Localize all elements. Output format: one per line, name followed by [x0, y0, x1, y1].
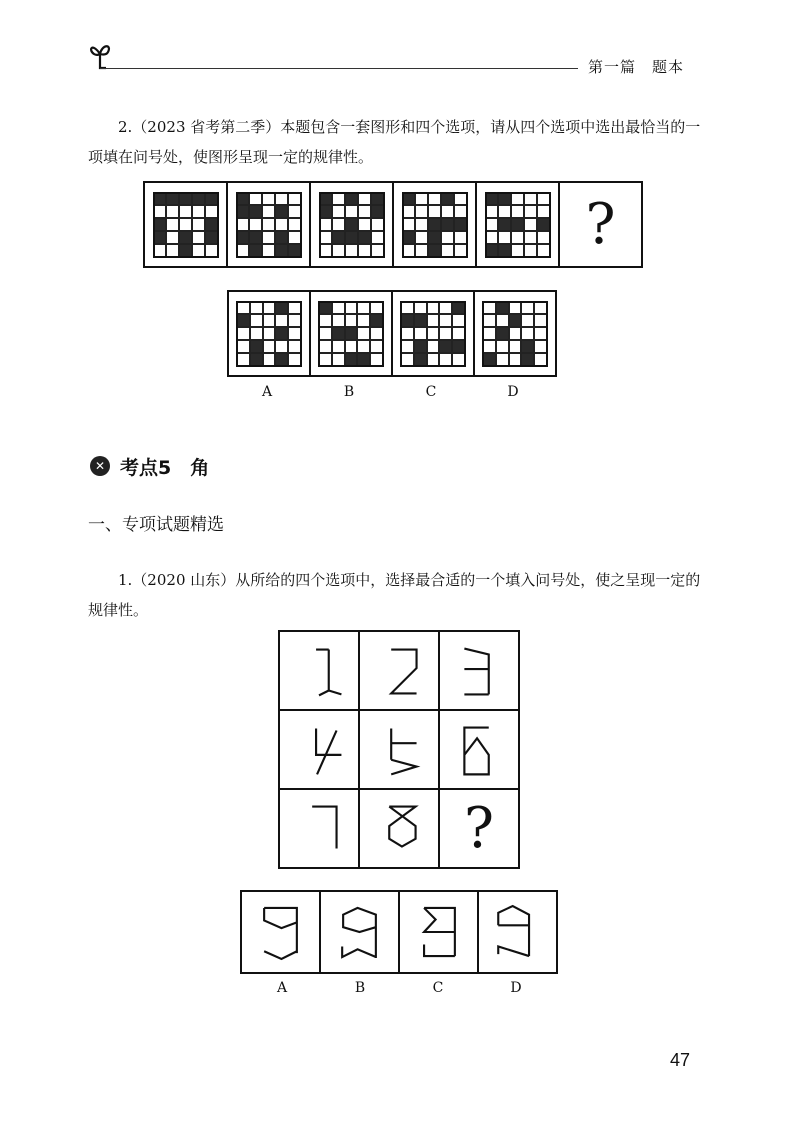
grid-square	[264, 341, 275, 352]
grid-square	[440, 354, 451, 365]
grid-square	[155, 194, 166, 205]
line-figure-3	[440, 631, 518, 711]
grid-square	[238, 303, 249, 314]
grid-square	[167, 245, 178, 256]
grid-square	[416, 219, 427, 230]
grid-square	[193, 194, 204, 205]
option-figure	[400, 892, 477, 972]
grid-square	[440, 341, 451, 352]
option-label: B	[354, 980, 366, 996]
grid-square	[289, 354, 300, 365]
grid-square	[538, 219, 549, 230]
grid-square	[358, 328, 369, 339]
grid-square	[321, 232, 332, 243]
grid-square	[416, 206, 427, 217]
grid-square	[180, 194, 191, 205]
grid-square	[289, 341, 300, 352]
line-figure-7	[280, 789, 358, 869]
grid-square	[429, 206, 440, 217]
grid-square	[525, 232, 536, 243]
option-label: D	[510, 980, 522, 996]
grid-square	[346, 232, 357, 243]
grid-square	[320, 354, 331, 365]
grid-square	[155, 206, 166, 217]
grid-square	[320, 341, 331, 352]
figure-cell	[228, 183, 311, 266]
grid-square	[453, 341, 464, 352]
option-label: A	[276, 980, 288, 996]
grid-square	[453, 328, 464, 339]
grid-square	[346, 354, 357, 365]
grid-square	[346, 194, 357, 205]
grid-square	[484, 328, 495, 339]
question-1-options-row	[240, 890, 558, 974]
grid-square	[512, 219, 523, 230]
grid-square	[251, 328, 262, 339]
grid-square	[155, 232, 166, 243]
grid-square	[276, 232, 287, 243]
grid-square	[264, 354, 275, 365]
grid-square	[510, 354, 521, 365]
option-figure	[321, 892, 398, 972]
grid-square	[155, 219, 166, 230]
grid-square	[251, 303, 262, 314]
grid-square	[510, 315, 521, 326]
grid-square	[535, 354, 546, 365]
target-icon: ✕	[90, 456, 110, 476]
pattern-grid	[318, 301, 384, 367]
grid-square	[263, 245, 274, 256]
page-number: 47	[670, 1050, 691, 1070]
grid-square	[499, 206, 510, 217]
grid-square	[429, 245, 440, 256]
figure-cell	[394, 183, 477, 266]
grid-square	[522, 341, 533, 352]
grid-square	[289, 232, 300, 243]
grid-square	[180, 232, 191, 243]
grid-square	[346, 303, 357, 314]
grid-square	[372, 232, 383, 243]
grid-square	[289, 219, 300, 230]
grid-square	[333, 232, 344, 243]
pattern-grid	[236, 192, 302, 258]
grid-square	[416, 232, 427, 243]
line-figure-2	[360, 631, 438, 711]
option-a[interactable]	[242, 892, 321, 972]
grid-square	[522, 303, 533, 314]
grid-square	[404, 206, 415, 217]
grid-square	[499, 194, 510, 205]
grid-square	[238, 232, 249, 243]
grid-square	[525, 219, 536, 230]
grid-square	[499, 232, 510, 243]
figure-cell	[311, 183, 394, 266]
grid-square	[455, 206, 466, 217]
grid-square	[167, 219, 178, 230]
option-d[interactable]	[475, 292, 555, 375]
grid-square	[321, 206, 332, 217]
grid-square	[333, 354, 344, 365]
grid-square	[193, 232, 204, 243]
grid-square	[321, 194, 332, 205]
question-2-text: 2.（2023 省考第二季）本题包含一套图形和四个选项，请从四个选项中选出最恰当的一项填在问号处，使图形呈现一定的规律性。	[88, 118, 701, 166]
grid-square	[510, 328, 521, 339]
grid-square	[250, 206, 261, 217]
section-title: 考点5 角	[120, 457, 210, 479]
grid-square	[428, 303, 439, 314]
grid-square	[333, 194, 344, 205]
grid-square	[320, 328, 331, 339]
grid-square	[276, 206, 287, 217]
grid-square	[429, 232, 440, 243]
figure-cell	[440, 711, 518, 788]
figure-cell	[280, 632, 358, 709]
grid-square	[167, 194, 178, 205]
grid-square	[346, 328, 357, 339]
grid-square	[522, 328, 533, 339]
grid-square	[372, 194, 383, 205]
grid-square	[264, 315, 275, 326]
question-1-figure-grid	[278, 630, 520, 869]
grid-square	[333, 219, 344, 230]
grid-square	[358, 354, 369, 365]
grid-square	[429, 219, 440, 230]
grid-square	[276, 315, 287, 326]
grid-square	[453, 303, 464, 314]
grid-square	[453, 315, 464, 326]
grid-square	[497, 303, 508, 314]
grid-square	[206, 232, 217, 243]
grid-square	[402, 303, 413, 314]
option-a[interactable]	[229, 292, 311, 375]
grid-square	[238, 328, 249, 339]
grid-square	[321, 245, 332, 256]
option-label: D	[507, 384, 519, 400]
grid-square	[404, 232, 415, 243]
grid-square	[289, 194, 300, 205]
header-rule	[100, 68, 578, 69]
pattern-grid	[485, 192, 551, 258]
grid-square	[193, 245, 204, 256]
grid-square	[346, 341, 357, 352]
grid-square	[535, 328, 546, 339]
grid-square	[346, 219, 357, 230]
grid-square	[359, 245, 370, 256]
grid-square	[206, 219, 217, 230]
grid-square	[371, 354, 382, 365]
grid-square	[415, 303, 426, 314]
grid-square	[535, 315, 546, 326]
grid-square	[333, 303, 344, 314]
grid-square	[206, 194, 217, 205]
grid-square	[428, 315, 439, 326]
question-mark: ?	[463, 796, 495, 861]
grid-square	[276, 341, 287, 352]
grid-square	[522, 315, 533, 326]
grid-square	[415, 354, 426, 365]
grid-square	[484, 315, 495, 326]
grid-square	[497, 328, 508, 339]
option-label: C	[425, 384, 437, 400]
grid-square	[415, 328, 426, 339]
grid-square	[289, 245, 300, 256]
grid-square	[180, 219, 191, 230]
grid-square	[487, 219, 498, 230]
grid-square	[289, 303, 300, 314]
grid-square	[522, 354, 533, 365]
grid-square	[402, 354, 413, 365]
figure-cell	[280, 790, 358, 867]
grid-square	[512, 232, 523, 243]
line-figure-4	[280, 710, 358, 790]
option-b[interactable]	[311, 292, 393, 375]
grid-square	[428, 341, 439, 352]
question-mark-cell	[440, 790, 518, 867]
grid-square	[263, 206, 274, 217]
pattern-grid	[482, 301, 548, 367]
grid-square	[359, 206, 370, 217]
grid-square	[276, 328, 287, 339]
grid-square	[346, 245, 357, 256]
grid-square	[404, 245, 415, 256]
grid-square	[333, 206, 344, 217]
grid-square	[346, 315, 357, 326]
section-subtitle: 一、专项试题精选	[88, 515, 224, 535]
figure-cell	[477, 183, 560, 266]
grid-square	[238, 194, 249, 205]
grid-square	[512, 206, 523, 217]
question-2-option-labels	[227, 384, 559, 400]
grid-square	[276, 245, 287, 256]
grid-square	[180, 206, 191, 217]
grid-square	[402, 341, 413, 352]
option-label: A	[261, 384, 273, 400]
grid-square	[321, 219, 332, 230]
grid-square	[371, 315, 382, 326]
grid-square	[440, 328, 451, 339]
grid-square	[263, 194, 274, 205]
pattern-grid	[236, 301, 302, 367]
option-label: B	[343, 384, 355, 400]
grid-square	[238, 341, 249, 352]
grid-square	[497, 341, 508, 352]
grid-square	[333, 328, 344, 339]
option-c[interactable]	[400, 892, 479, 972]
grid-square	[535, 341, 546, 352]
grid-square	[359, 232, 370, 243]
grid-square	[428, 354, 439, 365]
option-b[interactable]	[321, 892, 400, 972]
grid-square	[455, 232, 466, 243]
grid-square	[264, 328, 275, 339]
grid-square	[206, 206, 217, 217]
grid-square	[442, 219, 453, 230]
grid-square	[263, 232, 274, 243]
grid-square	[512, 194, 523, 205]
question-2-figure-row	[143, 181, 643, 268]
grid-square	[442, 206, 453, 217]
grid-square	[167, 206, 178, 217]
grid-square	[510, 341, 521, 352]
grid-square	[442, 232, 453, 243]
grid-square	[440, 303, 451, 314]
grid-square	[484, 341, 495, 352]
grid-square	[512, 245, 523, 256]
grid-square	[525, 206, 536, 217]
grid-square	[538, 232, 549, 243]
grid-square	[155, 245, 166, 256]
grid-square	[402, 315, 413, 326]
grid-square	[416, 245, 427, 256]
grid-square	[497, 354, 508, 365]
question-mark-cell	[560, 183, 641, 266]
figure-cell	[360, 711, 438, 788]
grid-square	[250, 232, 261, 243]
grid-square	[167, 232, 178, 243]
grid-square	[359, 219, 370, 230]
grid-square	[289, 206, 300, 217]
grid-square	[193, 219, 204, 230]
grid-square	[250, 245, 261, 256]
grid-square	[487, 245, 498, 256]
figure-cell	[280, 711, 358, 788]
grid-square	[440, 315, 451, 326]
grid-square	[251, 315, 262, 326]
grid-square	[289, 328, 300, 339]
grid-square	[320, 303, 331, 314]
grid-square	[251, 354, 262, 365]
grid-square	[320, 315, 331, 326]
pattern-grid	[402, 192, 468, 258]
grid-square	[371, 341, 382, 352]
grid-square	[455, 219, 466, 230]
grid-square	[206, 245, 217, 256]
grid-square	[487, 232, 498, 243]
grid-square	[404, 194, 415, 205]
grid-square	[250, 194, 261, 205]
line-figure-5	[360, 710, 438, 790]
question-mark: ?	[585, 192, 616, 257]
line-figure-1	[280, 631, 358, 711]
grid-square	[416, 194, 427, 205]
grid-square	[372, 245, 383, 256]
grid-square	[428, 328, 439, 339]
grid-square	[250, 219, 261, 230]
line-figure-8	[360, 789, 438, 869]
grid-square	[415, 315, 426, 326]
header-section: 第一篇 题本	[588, 58, 685, 76]
grid-square	[251, 341, 262, 352]
grid-square	[276, 303, 287, 314]
grid-square	[346, 206, 357, 217]
grid-square	[358, 303, 369, 314]
question-1-option-labels	[240, 980, 560, 996]
line-figure-6	[440, 710, 518, 790]
question-1-text: 1.（2020 山东）从所给的四个选项中，选择最合适的一个填入问号处，使之呈现一定的规律性。	[88, 571, 701, 619]
sprout-icon	[86, 40, 116, 70]
grid-square	[371, 328, 382, 339]
grid-square	[510, 303, 521, 314]
pattern-grid	[319, 192, 385, 258]
grid-square	[487, 194, 498, 205]
grid-square	[525, 194, 536, 205]
grid-square	[455, 194, 466, 205]
grid-square	[497, 315, 508, 326]
grid-square	[538, 245, 549, 256]
grid-square	[358, 315, 369, 326]
grid-square	[453, 354, 464, 365]
grid-square	[238, 245, 249, 256]
grid-square	[499, 245, 510, 256]
question-2-options-row	[227, 290, 557, 377]
option-label: C	[432, 980, 444, 996]
grid-square	[535, 303, 546, 314]
grid-square	[538, 194, 549, 205]
grid-square	[333, 315, 344, 326]
grid-square	[238, 354, 249, 365]
grid-square	[404, 219, 415, 230]
grid-square	[429, 194, 440, 205]
grid-square	[442, 245, 453, 256]
figure-cell	[440, 632, 518, 709]
grid-square	[371, 303, 382, 314]
grid-square	[538, 206, 549, 217]
grid-square	[180, 245, 191, 256]
grid-square	[238, 219, 249, 230]
grid-square	[402, 328, 413, 339]
grid-square	[442, 194, 453, 205]
figure-cell	[145, 183, 228, 266]
option-c[interactable]	[393, 292, 475, 375]
grid-square	[358, 341, 369, 352]
grid-square	[276, 219, 287, 230]
grid-square	[333, 245, 344, 256]
grid-square	[499, 219, 510, 230]
grid-square	[238, 206, 249, 217]
grid-square	[415, 341, 426, 352]
grid-square	[333, 341, 344, 352]
option-figure	[479, 892, 556, 972]
grid-square	[487, 206, 498, 217]
grid-square	[276, 194, 287, 205]
figure-cell	[360, 790, 438, 867]
option-figure	[242, 892, 319, 972]
grid-square	[455, 245, 466, 256]
pattern-grid	[400, 301, 466, 367]
grid-square	[193, 206, 204, 217]
grid-square	[264, 303, 275, 314]
figure-cell	[360, 632, 438, 709]
grid-square	[263, 219, 274, 230]
grid-square	[372, 206, 383, 217]
grid-square	[289, 315, 300, 326]
grid-square	[484, 354, 495, 365]
grid-square	[372, 219, 383, 230]
grid-square	[238, 315, 249, 326]
grid-square	[359, 194, 370, 205]
grid-square	[276, 354, 287, 365]
grid-square	[484, 303, 495, 314]
option-d[interactable]	[479, 892, 556, 972]
pattern-grid	[153, 192, 219, 258]
grid-square	[525, 245, 536, 256]
